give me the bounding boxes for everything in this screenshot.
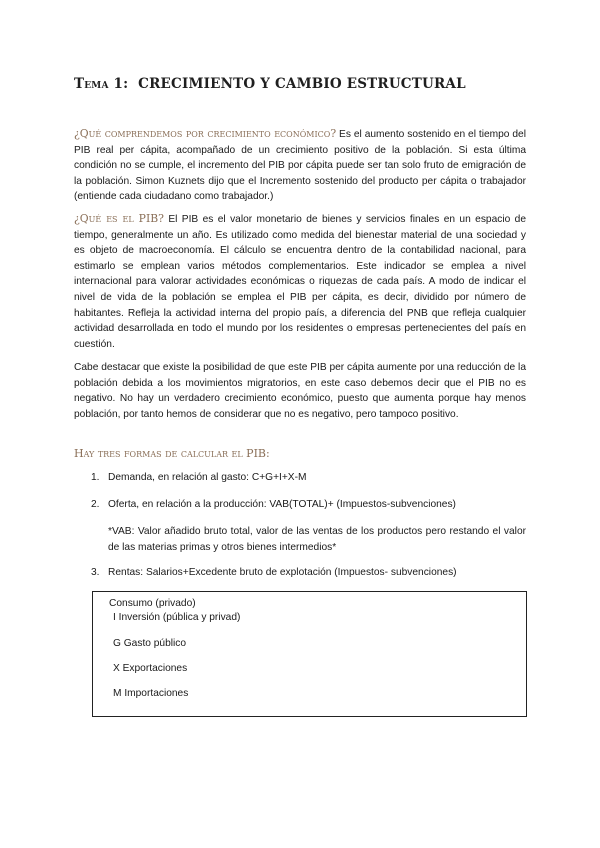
- page-title: [74, 76, 466, 92]
- list-number: 3.: [91, 567, 100, 578]
- box-item-exportaciones: X Exportaciones: [113, 663, 188, 674]
- answer-pib: El PIB es el valor monetario de bienes y servicios finales en un espacio de tiempo, generalmente un año. Es utilizado como medida del bienestar material de una sociedad y es objeto de macroeconomía. El cálculo se encuentra dentro de la contabilidad nacional, para estimarlo se emplean varios métodos complementarios. Este indicador se emplea a nivel internacional para valorar actividades económicas o riquezas de cada país. A modo de indicar el nivel de vida de la población se emplea el PIB per cápita, es decir, dividido por número de habitantes. Refleja la actividad interna del propio país, a diferencia del PNB que refleja cualquier actividad desarrollada en todo el mundo por los residentes o empresas pertenecientes del país en cuestión.: [74, 214, 526, 350]
- question-pib: ¿Qué es el PIB?: [74, 212, 164, 225]
- paragraph-migracion: [74, 360, 526, 422]
- box-item-gasto: G Gasto público: [113, 638, 187, 649]
- paragraph-crecimiento: [74, 126, 526, 205]
- components-box: [92, 591, 527, 717]
- title-prefix: Tema 1:: [74, 76, 129, 92]
- box-item-importaciones: M Importaciones: [113, 688, 189, 699]
- list-number: 1.: [91, 472, 100, 483]
- list-item: Rentas: Salarios+Excedente bruto de explotación (Impuestos- subvenciones): [108, 567, 457, 578]
- answer-crecimiento: Es el aumento sostenido en el tiempo del PIB real per cápita, acompañado de un crecimiento positivo de la población. Si esta última condición no se cumple, el incremento del PIB por cápita puede ser tan solo fruto de emigración de la población. Simon Kuznets dijo que el Incremento sostenido del producto per cápita o trabajador (entiende cada ciudadano como trabajador.): [74, 129, 526, 203]
- box-item-inversion: I Inversión (pública y privad): [113, 612, 241, 623]
- vab-note: *VAB: Valor añadido bruto total, valor de las ventas de los productos pero restando el valor de las materias primas y otros bienes intermedios*: [108, 526, 526, 553]
- box-item-consumo: Consumo (privado): [109, 598, 196, 609]
- question-crecimiento: ¿Qué comprendemos por crecimiento económico?: [74, 127, 337, 140]
- paragraph-migracion-text: Cabe destacar que existe la posibilidad de que este PIB per cápita aumente por una reducción de la población debida a los movimientos migratorios, en este caso debemos decir que el PIB no es negativo. No hay un verdadero crecimiento económico, puesto que aumenta porque hay menos población, por tanto hemos de considerar que no es negativo, pero tampoco positivo.: [74, 362, 526, 420]
- list-number: 2.: [91, 499, 100, 510]
- list-item: Demanda, en relación al gasto: C+G+I+X-M: [108, 472, 307, 483]
- paragraph-pib: [74, 211, 526, 352]
- section-heading: Hay tres formas de calcular el PIB:: [74, 447, 270, 460]
- title-main: CRECIMIENTO Y CAMBIO ESTRUCTURAL: [138, 76, 466, 92]
- list-item: Oferta, en relación a la producción: VAB(TOTAL)+ (Impuestos-subvenciones): [108, 499, 456, 510]
